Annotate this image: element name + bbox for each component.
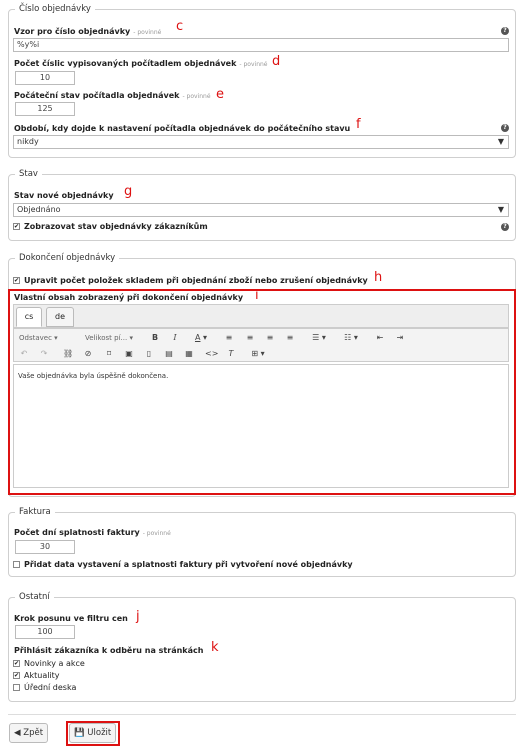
back-button-label: Zpět xyxy=(23,728,44,738)
caret-down-icon: ▾ xyxy=(54,334,58,342)
paste-icon[interactable]: ▦ xyxy=(185,349,193,358)
annotation-f: f xyxy=(356,117,361,132)
align-right-icon[interactable]: ≡ xyxy=(266,333,274,342)
align-left-icon[interactable]: ≡ xyxy=(225,333,233,342)
footer-divider xyxy=(8,714,516,715)
update-stock-label: Upravit počet položek skladem při objednání zboží nebo zrušení objednávky xyxy=(24,276,368,285)
tab-de[interactable]: de xyxy=(46,307,74,327)
subscription-label-news: Novinky a akce xyxy=(24,659,85,668)
completion-legend: Dokončení objednávky xyxy=(19,253,116,263)
show-status-label: Zobrazovat stav objednávky zákazníkům xyxy=(24,222,208,231)
annotation-k: k xyxy=(211,640,219,655)
outdent-icon[interactable]: ⇤ xyxy=(376,333,384,342)
annotation-i: i xyxy=(255,288,259,303)
required-note: - povinné xyxy=(133,29,162,36)
bold-icon[interactable]: B xyxy=(151,333,159,342)
subscription-checkbox-news[interactable]: ✔ xyxy=(14,660,20,667)
font-size-dropdown[interactable] xyxy=(85,332,133,344)
other-legend: Ostatní xyxy=(19,592,50,602)
subscribe-label: Přihlásit zákazníka k odběru na stránkách xyxy=(14,646,204,655)
text-color-icon[interactable]: A ▾ xyxy=(194,333,208,342)
period-select-value: nikdy xyxy=(17,137,39,146)
align-center-icon[interactable]: ≡ xyxy=(246,333,254,342)
add-dates-checkbox[interactable] xyxy=(13,561,20,568)
due-days-label xyxy=(14,528,171,537)
digits-input[interactable]: 10 xyxy=(15,71,75,85)
format-dropdown-value: Odstavec xyxy=(19,334,52,342)
required-note: - povinné xyxy=(142,530,171,537)
show-status-checkbox[interactable]: ✔ xyxy=(14,223,20,230)
save-button[interactable] xyxy=(69,723,116,743)
italic-icon[interactable]: I xyxy=(173,333,177,342)
invoice-legend: Faktura xyxy=(19,507,51,517)
help-icon[interactable]: ? xyxy=(501,223,509,231)
file-icon[interactable]: ▯ xyxy=(146,349,152,358)
annotation-j: j xyxy=(136,609,140,624)
subscription-label-updates: Aktuality xyxy=(24,671,60,680)
order-number-legend: Číslo objednávky xyxy=(19,4,91,14)
back-button[interactable] xyxy=(9,723,48,743)
new-status-label: Stav nové objednávky xyxy=(14,191,114,200)
table-icon[interactable]: ⊞ ▾ xyxy=(251,349,265,358)
annotation-d: d xyxy=(272,54,281,69)
add-dates-label: Přidat data vystavení a splatnosti faktury při vytvoření nové objednávky xyxy=(24,560,353,569)
numbered-list-icon[interactable]: ☷ ▾ xyxy=(344,333,358,342)
back-arrow-icon: ◀ xyxy=(14,728,21,738)
custom-content-label: Vlastní obsah zobrazený při dokončení objednávky xyxy=(14,293,244,302)
link-icon[interactable]: ⛓ xyxy=(63,349,74,358)
due-days-label-text: Počet dní splatnosti faktury xyxy=(14,528,140,537)
digits-label xyxy=(14,59,268,68)
required-note: - povinné xyxy=(182,93,211,100)
subscription-checkbox-board[interactable] xyxy=(13,684,20,691)
start-label-text: Počáteční stav počítadla objednávek xyxy=(14,91,180,100)
image-icon[interactable]: ▣ xyxy=(125,349,133,358)
price-step-label: Krok posunu ve filtru cen xyxy=(14,614,128,623)
new-status-select[interactable] xyxy=(13,203,509,217)
period-label: Období, kdy dojde k nastavení počítadla objednávek do počátečního stavu xyxy=(14,124,351,133)
subscription-label-board: Úřední deska xyxy=(24,683,77,692)
pattern-label xyxy=(14,27,161,36)
language-tab-bar xyxy=(13,304,509,328)
indent-icon[interactable]: ⇥ xyxy=(396,333,404,342)
editor-content[interactable]: Vaše objednávka byla úspěšně dokončena. xyxy=(13,364,509,488)
annotation-c: c xyxy=(176,19,184,34)
unlink-icon[interactable]: ⊘ xyxy=(84,349,92,358)
help-icon[interactable]: ? xyxy=(501,124,509,132)
period-select[interactable] xyxy=(13,135,509,149)
redo-icon[interactable]: ↷ xyxy=(40,349,48,358)
annotation-g: g xyxy=(124,184,133,199)
required-note: - povinné xyxy=(239,61,268,68)
pattern-input[interactable]: %y%i xyxy=(13,38,509,52)
pattern-label-text: Vzor pro číslo objednávky xyxy=(14,27,131,36)
subscription-checkbox-updates[interactable]: ✔ xyxy=(14,672,20,679)
update-stock-checkbox[interactable]: ✔ xyxy=(14,277,20,284)
tab-cs[interactable]: cs xyxy=(16,307,42,327)
caret-down-icon: ▾ xyxy=(129,334,133,342)
digits-label-text: Počet číslic vypisovaných počítadlem objednávek xyxy=(14,59,237,68)
dropdown-arrow-icon: ▼ xyxy=(497,205,504,214)
start-input[interactable]: 125 xyxy=(15,102,75,116)
status-legend: Stav xyxy=(19,169,38,179)
save-button-label: Uložit xyxy=(87,728,112,738)
new-status-value: Objednáno xyxy=(17,205,61,214)
font-size-dropdown-value: Velikost pí... xyxy=(85,334,128,342)
help-icon[interactable]: ? xyxy=(501,27,509,35)
clear-format-icon[interactable]: T xyxy=(228,349,234,358)
save-disk-icon: 💾 xyxy=(74,728,85,738)
undo-icon[interactable]: ↶ xyxy=(20,349,28,358)
media-icon[interactable]: ▤ xyxy=(165,349,173,358)
align-justify-icon[interactable]: ≡ xyxy=(286,333,294,342)
price-step-input[interactable]: 100 xyxy=(15,625,75,639)
annotation-h: h xyxy=(374,270,383,285)
bookmark-icon[interactable]: ⌑ xyxy=(106,349,112,358)
dropdown-arrow-icon: ▼ xyxy=(497,137,504,146)
annotation-e: e xyxy=(216,87,224,102)
start-label xyxy=(14,91,211,100)
due-days-input[interactable]: 30 xyxy=(15,540,75,554)
source-code-icon[interactable]: <> xyxy=(205,349,219,358)
bullet-list-icon[interactable]: ☰ ▾ xyxy=(312,333,326,342)
format-dropdown[interactable] xyxy=(19,332,58,344)
